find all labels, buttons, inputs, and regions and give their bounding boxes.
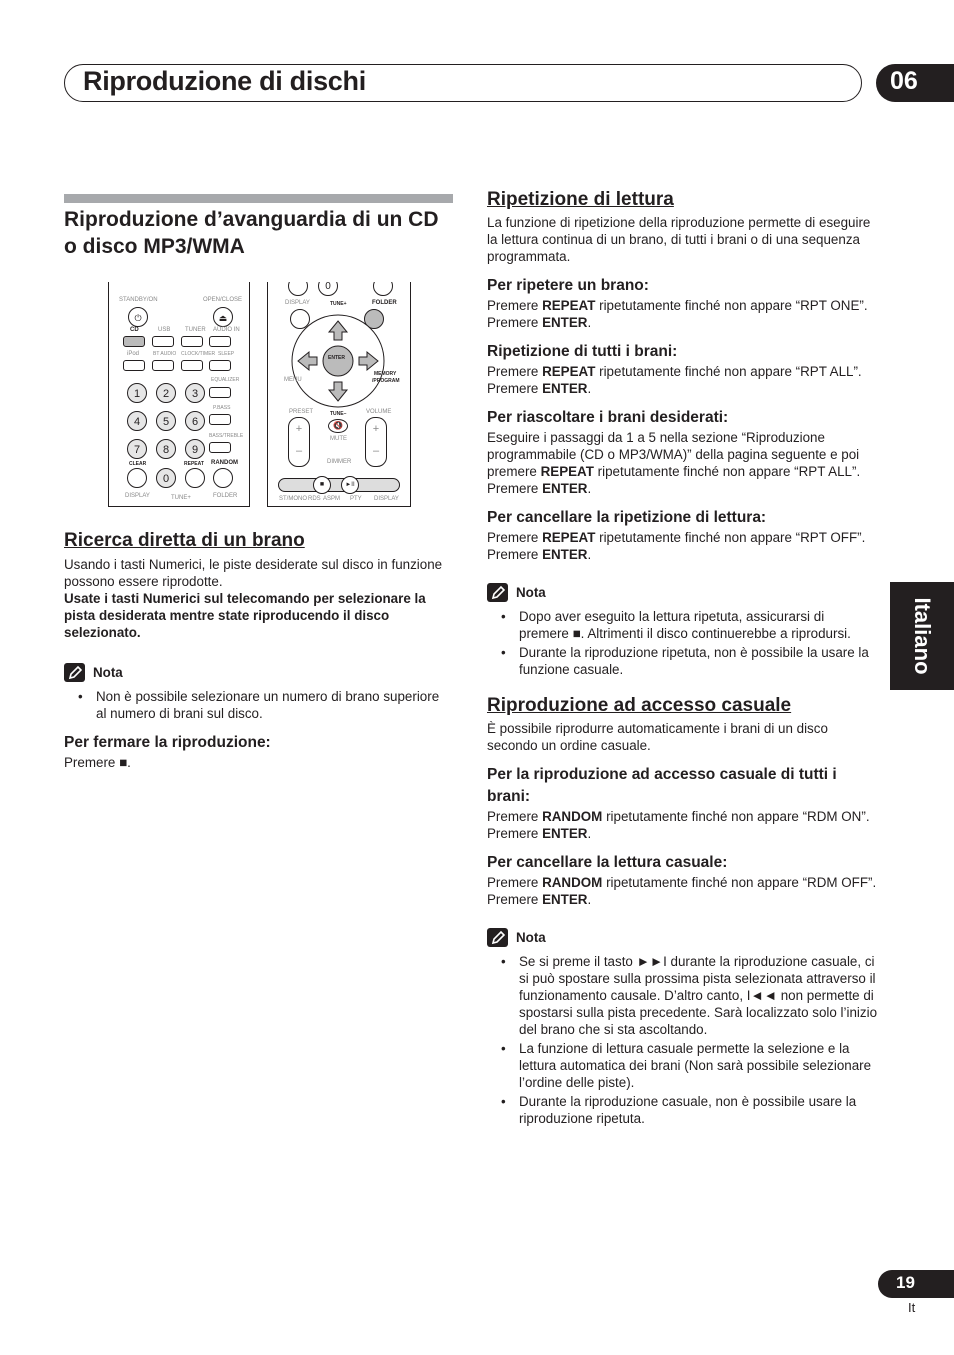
- note-item: • Durante la riproduzione casuale, non è possibile usare la riproduzione ripetuta.: [487, 1093, 877, 1127]
- note-list: [64, 688, 444, 722]
- remote-label: ASPM: [323, 496, 341, 502]
- ricerca-intro: Usando i tasti Numerici, le piste desiderate sul disco in funzione possono essere riprodotte.: [64, 557, 443, 589]
- note-list: [487, 953, 877, 1127]
- pbass-button: [209, 414, 231, 425]
- number-key: 0: [156, 468, 176, 488]
- subsection-text: Eseguire i passaggi da 1 a 5 nella sezione “Riproduzione programmabile (CD o MP3/WMA)” della pagina seguente e poi premere REPEAT ripetutamente finché non appare “RPT ALL”. Premere ENTER.: [487, 430, 861, 496]
- remote-label: CLOCK/TIMER: [181, 351, 216, 357]
- remote-illustration-right: [267, 282, 411, 507]
- remote-label: PRESET: [289, 409, 314, 415]
- number-key: 5: [156, 411, 176, 431]
- number-key: 2: [156, 383, 176, 403]
- section-title: Riproduzione d’avanguardia di un CD o disco MP3/WMA: [64, 208, 439, 258]
- remote-label: TUNE+: [330, 301, 347, 307]
- remote-label: DISPLAY: [374, 496, 399, 502]
- language-tab-label: Italiano: [910, 597, 935, 675]
- remote-label: RDS: [308, 496, 321, 502]
- equalizer-button: [209, 387, 231, 398]
- remote-label: OPEN/CLOSE: [203, 297, 243, 303]
- mute-icon: 🔇: [328, 419, 348, 433]
- remote-label: DISPLAY: [125, 493, 150, 499]
- remote-label: FOLDER: [213, 493, 238, 499]
- ricerca-instruction: Usate i tasti Numerici sul telecomando per selezionare la pista desiderata mentre state riproducendo il disco selezionato.: [64, 591, 426, 640]
- remote-label: ENTER: [328, 355, 345, 361]
- subsection-title: Per ripetere un brano:: [487, 277, 649, 294]
- bt-audio-button: [152, 360, 174, 371]
- left-column: [64, 206, 456, 260]
- right-column: [487, 188, 877, 1127]
- play-pause-icon: ►II: [341, 476, 359, 494]
- remote-label: ST/MONO: [279, 496, 307, 502]
- note-label: Nota: [93, 665, 123, 680]
- note-heading: [487, 583, 877, 602]
- remote-label: DISPLAY: [285, 300, 310, 306]
- note-heading: [487, 928, 877, 947]
- note-label: Nota: [516, 930, 546, 945]
- preset-rocker: + –: [288, 417, 310, 467]
- remote-label: USB: [158, 327, 171, 333]
- note-heading: [64, 663, 444, 682]
- subsection-text: Premere REPEAT ripetutamente finché non appare “RPT ONE”. Premere ENTER.: [487, 298, 868, 330]
- remote-label: AUDIO IN: [213, 327, 240, 333]
- remote-label: TUNER: [185, 327, 206, 333]
- remote-label: iPod: [127, 351, 140, 357]
- subsection-text: Premere REPEAT ripetutamente finché non appare “RPT ALL”. Premere ENTER.: [487, 364, 862, 396]
- repeat-button: [185, 468, 205, 488]
- subsection-text: Premere REPEAT ripetutamente finché non appare “RPT OFF”. Premere ENTER.: [487, 530, 866, 562]
- note-item: • Se si preme il tasto ►►I durante la riproduzione casuale, ci si può spostare sulla prossima pista selezionata attraverso il funzionamento causale. D’altro canto, I◄◄ non permette di spostarsi sulla pista precedente. Sarà localizzato solo l’inizio del brano che si sta ascoltando.: [487, 953, 877, 1038]
- remote-illustration-left: [108, 282, 250, 507]
- chapter-badge: 06: [876, 64, 954, 102]
- remote-label: CLEAR: [129, 461, 147, 467]
- ricerca-section: [64, 529, 444, 771]
- subsection-title: Per la riproduzione ad accesso casuale di tutti i brani:: [487, 766, 837, 805]
- remote-label: VOLUME: [366, 409, 392, 415]
- remote-label: P.BASS: [213, 405, 231, 411]
- subsection-text: Premere RANDOM ripetutamente finché non appare “RDM ON”. Premere ENTER.: [487, 809, 870, 841]
- section-bar: [64, 194, 453, 203]
- cd-button: [123, 336, 145, 347]
- pencil-icon: [487, 928, 508, 947]
- number-key: 8: [156, 439, 176, 459]
- remote-label: PTY: [350, 496, 362, 502]
- remote-label: SLEEP: [218, 351, 235, 357]
- ricerca-title: Ricerca diretta di un brano: [64, 530, 305, 551]
- transport-bar: [278, 478, 400, 492]
- page-title: Riproduzione di dischi: [83, 66, 366, 96]
- subsection-title: Per cancellare la ripetizione di lettura:: [487, 509, 767, 526]
- page-header: [64, 64, 862, 102]
- ripetizione-intro: La funzione di ripetizione della riproduzione permette di eseguire la lettura continua di un brano, di tutti i brani o di una sequenza programmata.: [487, 215, 871, 264]
- note-item: • Durante la riproduzione ripetuta, non è possibile la usare la funzione casuale.: [487, 644, 877, 678]
- remote-label: MENU: [284, 377, 302, 383]
- ipod-button: [123, 360, 145, 371]
- stop-text: Premere ■.: [64, 755, 131, 770]
- page-number: 19: [878, 1270, 954, 1298]
- language-tab: [890, 582, 954, 690]
- clear-button: [127, 468, 147, 488]
- number-key: 9: [185, 439, 205, 459]
- sleep-button: [209, 360, 231, 371]
- remote-label: /PROGRAM: [372, 378, 400, 384]
- stop-title: Per fermare la riproduzione:: [64, 734, 271, 751]
- eject-icon: ⏏: [213, 307, 233, 327]
- remote-label: RANDOM: [211, 460, 238, 466]
- remote-label: CD: [130, 327, 139, 333]
- tuner-button: [181, 336, 203, 347]
- power-icon: ⏻: [128, 307, 148, 327]
- remote-label: TUNE–: [330, 411, 347, 417]
- page-language: It: [908, 1300, 916, 1315]
- subsection-title: Per riascoltare i brani desiderati:: [487, 409, 729, 426]
- number-key: 4: [127, 411, 147, 431]
- pencil-icon: [487, 583, 508, 602]
- number-key: 3: [185, 383, 205, 403]
- audio-in-button: [209, 336, 231, 347]
- subsection-title: Per cancellare la lettura casuale:: [487, 854, 728, 871]
- number-key: 0: [318, 282, 338, 296]
- ripetizione-title: Ripetizione di lettura: [487, 189, 674, 210]
- round-button: [288, 282, 308, 296]
- casuale-intro: È possibile riprodurre automaticamente i brani di un disco secondo un ordine casuale.: [487, 721, 828, 753]
- note-label: Nota: [516, 585, 546, 600]
- note-item: • Non è possibile selezionare un numero di brano superiore al numero di brani sul disco.: [64, 688, 444, 722]
- note-list: [487, 608, 877, 678]
- number-key: 1: [127, 383, 147, 403]
- remote-label: FOLDER: [372, 300, 397, 306]
- remote-label: BASS/TREBLE: [209, 433, 244, 439]
- note-item: • La funzione di lettura casuale permette la selezione e la lettura automatica dei brani (Non sarà possibile selezionare l’ordine delle piste).: [487, 1040, 877, 1091]
- remote-label: BT AUDIO: [153, 351, 177, 357]
- note-item: • Dopo aver eseguito la lettura ripetuta, assicurarsi di premere ■. Altrimenti il disco continuerebbe a riprodursi.: [487, 608, 877, 642]
- casuale-title: Riproduzione ad accesso casuale: [487, 695, 792, 716]
- volume-rocker: + –: [365, 417, 387, 467]
- random-button: [213, 468, 233, 488]
- subsection-text: Premere RANDOM ripetutamente finché non appare “RDM OFF”. Premere ENTER.: [487, 875, 877, 907]
- round-button: [373, 282, 393, 296]
- number-key: 7: [127, 439, 147, 459]
- remote-label: TUNE+: [171, 495, 191, 501]
- bass-treble-button: [209, 442, 231, 453]
- stop-icon: ■: [313, 476, 331, 494]
- remote-label: MEMORY: [374, 371, 397, 377]
- remote-label: EQUALIZER: [211, 377, 240, 383]
- remote-label: DIMMER: [327, 459, 352, 465]
- navigation-pad: [289, 312, 387, 410]
- remote-label: MUTE: [330, 436, 347, 442]
- number-key: 6: [185, 411, 205, 431]
- clock-timer-button: [181, 360, 203, 371]
- remote-label: REPEAT: [184, 461, 204, 467]
- remote-label: STANDBY/ON: [119, 297, 158, 303]
- pencil-icon: [64, 663, 85, 682]
- subsection-title: Ripetizione di tutti i brani:: [487, 343, 678, 360]
- usb-button: [152, 336, 174, 347]
